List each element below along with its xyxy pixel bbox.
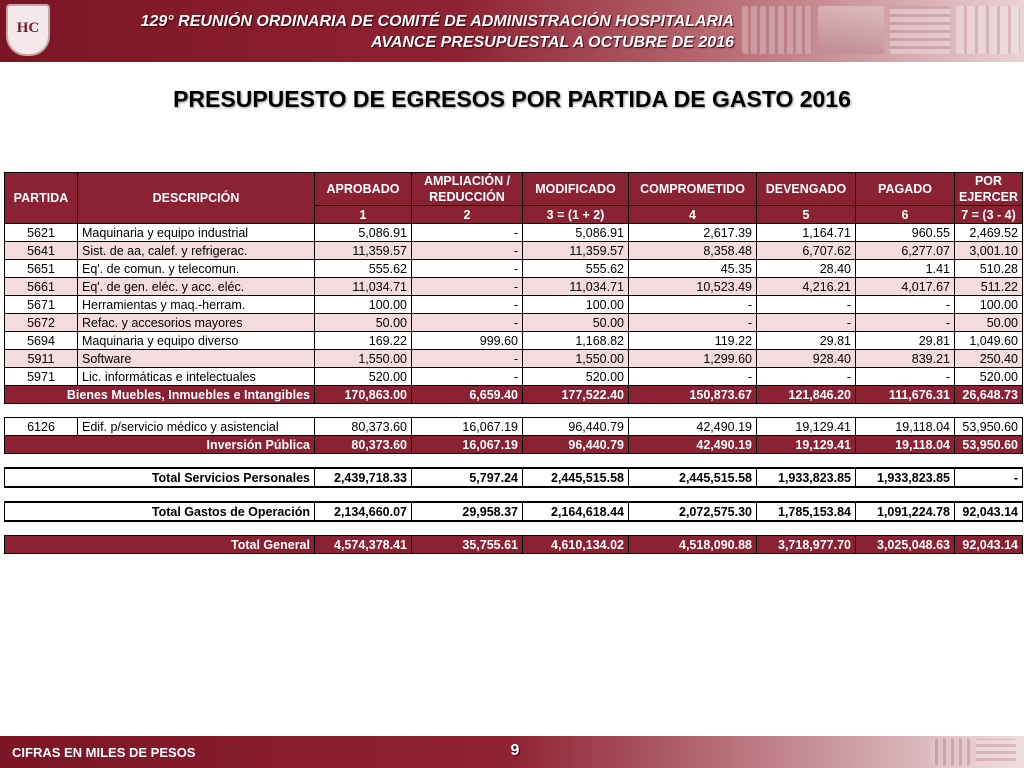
aprobado-cell: 5,086.91 <box>315 224 412 242</box>
modificado-cell: 50.00 <box>523 314 629 332</box>
por-ejercer-cell: 26,648.73 <box>955 386 1023 404</box>
table-header-row <box>5 173 1023 206</box>
pagado-cell: 839.21 <box>856 350 955 368</box>
modificado-cell: 2,445,515.58 <box>523 468 629 487</box>
devengado-cell: 4,216.21 <box>757 278 856 296</box>
modificado-cell: 4,610,134.02 <box>523 536 629 554</box>
descripcion-cell: Sist. de aa, calef. y refrigerac. <box>78 242 315 260</box>
comprometido-cell: - <box>629 296 757 314</box>
col-header-ampliacion-line2: REDUCCIÓN <box>429 190 505 204</box>
pagado-cell: 111,676.31 <box>856 386 955 404</box>
budget-table <box>4 172 1023 554</box>
por-ejercer-cell: 50.00 <box>955 314 1023 332</box>
pagado-cell: 960.55 <box>856 224 955 242</box>
col-number: 3 = (1 + 2) <box>523 206 629 224</box>
pagado-cell: 1.41 <box>856 260 955 278</box>
comprometido-cell: 2,617.39 <box>629 224 757 242</box>
comprometido-cell: - <box>629 314 757 332</box>
devengado-cell: 19,129.41 <box>757 418 856 436</box>
pagado-cell: 19,118.04 <box>856 418 955 436</box>
aprobado-cell: 11,359.57 <box>315 242 412 260</box>
aprobado-cell: 1,550.00 <box>315 350 412 368</box>
ampliacion-cell: 16,067.19 <box>412 436 523 454</box>
col-header-partida: PARTIDA <box>5 173 78 224</box>
partida-cell: 5651 <box>5 260 78 278</box>
header-banner <box>0 0 1024 62</box>
total-label: Total Gastos de Operación <box>5 502 315 521</box>
pagado-cell: 29.81 <box>856 332 955 350</box>
comprometido-cell: 42,490.19 <box>629 418 757 436</box>
aprobado-cell: 170,863.00 <box>315 386 412 404</box>
pagado-cell: 4,017.67 <box>856 278 955 296</box>
modificado-cell: 1,550.00 <box>523 350 629 368</box>
partida-cell: 6126 <box>5 418 78 436</box>
partida-cell: 5621 <box>5 224 78 242</box>
por-ejercer-cell: 92,043.14 <box>955 502 1023 521</box>
comprometido-cell: 119.22 <box>629 332 757 350</box>
por-ejercer-cell: 3,001.10 <box>955 242 1023 260</box>
aprobado-cell: 100.00 <box>315 296 412 314</box>
aprobado-cell: 50.00 <box>315 314 412 332</box>
col-number: 5 <box>757 206 856 224</box>
descripcion-cell: Eq'. de gen. eléc. y acc. eléc. <box>78 278 315 296</box>
subtotal-row-bienes <box>5 386 1023 404</box>
col-header-descripcion: DESCRIPCIÓN <box>78 173 315 224</box>
subtotal-row-inversion <box>5 436 1023 454</box>
comprometido-cell: 42,490.19 <box>629 436 757 454</box>
ampliacion-cell: - <box>412 314 523 332</box>
por-ejercer-cell: 520.00 <box>955 368 1023 386</box>
pagado-cell: 6,277.07 <box>856 242 955 260</box>
table-row <box>5 296 1023 314</box>
spacer-row <box>5 404 1023 418</box>
ampliacion-cell: - <box>412 350 523 368</box>
devengado-cell: 1,785,153.84 <box>757 502 856 521</box>
aprobado-cell: 169.22 <box>315 332 412 350</box>
aprobado-cell: 520.00 <box>315 368 412 386</box>
por-ejercer-cell: 511.22 <box>955 278 1023 296</box>
partida-cell: 5672 <box>5 314 78 332</box>
por-ejercer-cell: 2,469.52 <box>955 224 1023 242</box>
total-label: Total General <box>5 536 315 554</box>
descripcion-cell: Lic. informáticas e intelectuales <box>78 368 315 386</box>
comprometido-cell: 8,358.48 <box>629 242 757 260</box>
devengado-cell: 1,933,823.85 <box>757 468 856 487</box>
table-row <box>5 224 1023 242</box>
table-row <box>5 242 1023 260</box>
col-header-ampliacion <box>412 173 523 206</box>
building-image <box>890 6 950 54</box>
subtotal-label: Inversión Pública <box>5 436 315 454</box>
table-row <box>5 260 1023 278</box>
ampliacion-cell: 29,958.37 <box>412 502 523 521</box>
devengado-cell: 19,129.41 <box>757 436 856 454</box>
devengado-cell: 6,707.62 <box>757 242 856 260</box>
ampliacion-cell: - <box>412 242 523 260</box>
aprobado-cell: 80,373.60 <box>315 418 412 436</box>
comprometido-cell: 45.35 <box>629 260 757 278</box>
building-image <box>930 739 970 765</box>
footer-banner <box>0 736 1024 768</box>
col-number: 2 <box>412 206 523 224</box>
col-number: 6 <box>856 206 955 224</box>
partida-cell: 5661 <box>5 278 78 296</box>
por-ejercer-cell: 53,950.60 <box>955 436 1023 454</box>
total-row-servicios <box>5 468 1023 487</box>
partida-cell: 5641 <box>5 242 78 260</box>
col-header-aprobado: APROBADO <box>315 173 412 206</box>
aprobado-cell: 2,439,718.33 <box>315 468 412 487</box>
building-image <box>956 6 1020 54</box>
col-header-por-ejercer-line1: POR <box>974 174 1003 188</box>
por-ejercer-cell: 250.40 <box>955 350 1023 368</box>
aprobado-cell: 11,034.71 <box>315 278 412 296</box>
modificado-cell: 11,034.71 <box>523 278 629 296</box>
page-title: PRESUPUESTO DE EGRESOS POR PARTIDA DE GASTO 2016 <box>173 86 851 112</box>
ampliacion-cell: 6,659.40 <box>412 386 523 404</box>
pagado-cell: 19,118.04 <box>856 436 955 454</box>
descripcion-cell: Maquinaria y equipo industrial <box>78 224 315 242</box>
table-row <box>5 314 1023 332</box>
col-number: 1 <box>315 206 412 224</box>
aprobado-cell: 2,134,660.07 <box>315 502 412 521</box>
total-row-general <box>5 536 1023 554</box>
descripcion-cell: Refac. y accesorios mayores <box>78 314 315 332</box>
modificado-cell: 96,440.79 <box>523 436 629 454</box>
pagado-cell: 3,025,048.63 <box>856 536 955 554</box>
por-ejercer-cell: 510.28 <box>955 260 1023 278</box>
modificado-cell: 177,522.40 <box>523 386 629 404</box>
table-row <box>5 332 1023 350</box>
modificado-cell: 555.62 <box>523 260 629 278</box>
ampliacion-cell: - <box>412 260 523 278</box>
partida-cell: 5671 <box>5 296 78 314</box>
spacer-row <box>5 487 1023 502</box>
col-number: 7 = (3 - 4) <box>955 206 1023 224</box>
subtotal-label: Bienes Muebles, Inmuebles e Intangibles <box>5 386 315 404</box>
spacer-row <box>5 454 1023 469</box>
modificado-cell: 5,086.91 <box>523 224 629 242</box>
ampliacion-cell: - <box>412 368 523 386</box>
ampliacion-cell: - <box>412 224 523 242</box>
building-image <box>976 739 1016 765</box>
comprometido-cell: 2,445,515.58 <box>629 468 757 487</box>
comprometido-cell: - <box>629 368 757 386</box>
table-row <box>5 278 1023 296</box>
modificado-cell: 100.00 <box>523 296 629 314</box>
descripcion-cell: Maquinaria y equipo diverso <box>78 332 315 350</box>
descripcion-cell: Eq'. de comun. y telecomun. <box>78 260 315 278</box>
aprobado-cell: 555.62 <box>315 260 412 278</box>
logo-monogram: HC <box>16 20 40 36</box>
por-ejercer-cell: 92,043.14 <box>955 536 1023 554</box>
pagado-cell: 1,933,823.85 <box>856 468 955 487</box>
building-image <box>742 6 812 54</box>
col-header-devengado: DEVENGADO <box>757 173 856 206</box>
ampliacion-cell: 16,067.19 <box>412 418 523 436</box>
table-row <box>5 418 1023 436</box>
col-header-por-ejercer <box>955 173 1023 206</box>
ampliacion-cell: 35,755.61 <box>412 536 523 554</box>
col-header-por-ejercer-line2: EJERCER <box>959 190 1019 204</box>
col-header-comprometido: COMPROMETIDO <box>629 173 757 206</box>
col-header-modificado: MODIFICADO <box>523 173 629 206</box>
comprometido-cell: 2,072,575.30 <box>629 502 757 521</box>
devengado-cell: 121,846.20 <box>757 386 856 404</box>
descripcion-cell: Edif. p/servicio médico y asistencial <box>78 418 315 436</box>
comprometido-cell: 10,523.49 <box>629 278 757 296</box>
modificado-cell: 96,440.79 <box>523 418 629 436</box>
por-ejercer-cell: 100.00 <box>955 296 1023 314</box>
devengado-cell: - <box>757 368 856 386</box>
ampliacion-cell: 999.60 <box>412 332 523 350</box>
descripcion-cell: Herramientas y maq.-herram. <box>78 296 315 314</box>
partida-cell: 5911 <box>5 350 78 368</box>
ampliacion-cell: - <box>412 278 523 296</box>
devengado-cell: - <box>757 314 856 332</box>
devengado-cell: 928.40 <box>757 350 856 368</box>
por-ejercer-cell: 53,950.60 <box>955 418 1023 436</box>
por-ejercer-cell: 1,049.60 <box>955 332 1023 350</box>
col-number: 4 <box>629 206 757 224</box>
devengado-cell: 3,718,977.70 <box>757 536 856 554</box>
por-ejercer-cell: - <box>955 468 1023 487</box>
devengado-cell: 29.81 <box>757 332 856 350</box>
partida-cell: 5694 <box>5 332 78 350</box>
devengado-cell: 28.40 <box>757 260 856 278</box>
aprobado-cell: 4,574,378.41 <box>315 536 412 554</box>
currency-note: CIFRAS EN MILES DE PESOS <box>12 745 196 760</box>
pagado-cell: - <box>856 314 955 332</box>
spacer-row <box>5 521 1023 536</box>
modificado-cell: 1,168.82 <box>523 332 629 350</box>
comprometido-cell: 4,518,090.88 <box>629 536 757 554</box>
pagado-cell: - <box>856 296 955 314</box>
partida-cell: 5971 <box>5 368 78 386</box>
modificado-cell: 2,164,618.44 <box>523 502 629 521</box>
aprobado-cell: 80,373.60 <box>315 436 412 454</box>
total-row-operacion <box>5 502 1023 521</box>
pagado-cell: - <box>856 368 955 386</box>
ampliacion-cell: 5,797.24 <box>412 468 523 487</box>
meeting-title: 129° REUNIÓN ORDINARIA DE COMITÉ DE ADMINISTRACIÓN HOSPITALARIA <box>140 13 734 30</box>
modificado-cell: 520.00 <box>523 368 629 386</box>
descripcion-cell: Software <box>78 350 315 368</box>
col-header-ampliacion-line1: AMPLIACIÓN / <box>423 174 511 188</box>
col-header-pagado: PAGADO <box>856 173 955 206</box>
total-label: Total Servicios Personales <box>5 468 315 487</box>
building-image <box>818 6 884 54</box>
ampliacion-cell: - <box>412 296 523 314</box>
modificado-cell: 11,359.57 <box>523 242 629 260</box>
devengado-cell: - <box>757 296 856 314</box>
report-subtitle: AVANCE PRESUPUESTAL A OCTUBRE DE 2016 <box>370 34 734 51</box>
page-number: 9 <box>510 742 520 759</box>
hospital-logo <box>6 4 50 56</box>
comprometido-cell: 1,299.60 <box>629 350 757 368</box>
table-row <box>5 350 1023 368</box>
table-row <box>5 368 1023 386</box>
devengado-cell: 1,164.71 <box>757 224 856 242</box>
comprometido-cell: 150,873.67 <box>629 386 757 404</box>
pagado-cell: 1,091,224.78 <box>856 502 955 521</box>
